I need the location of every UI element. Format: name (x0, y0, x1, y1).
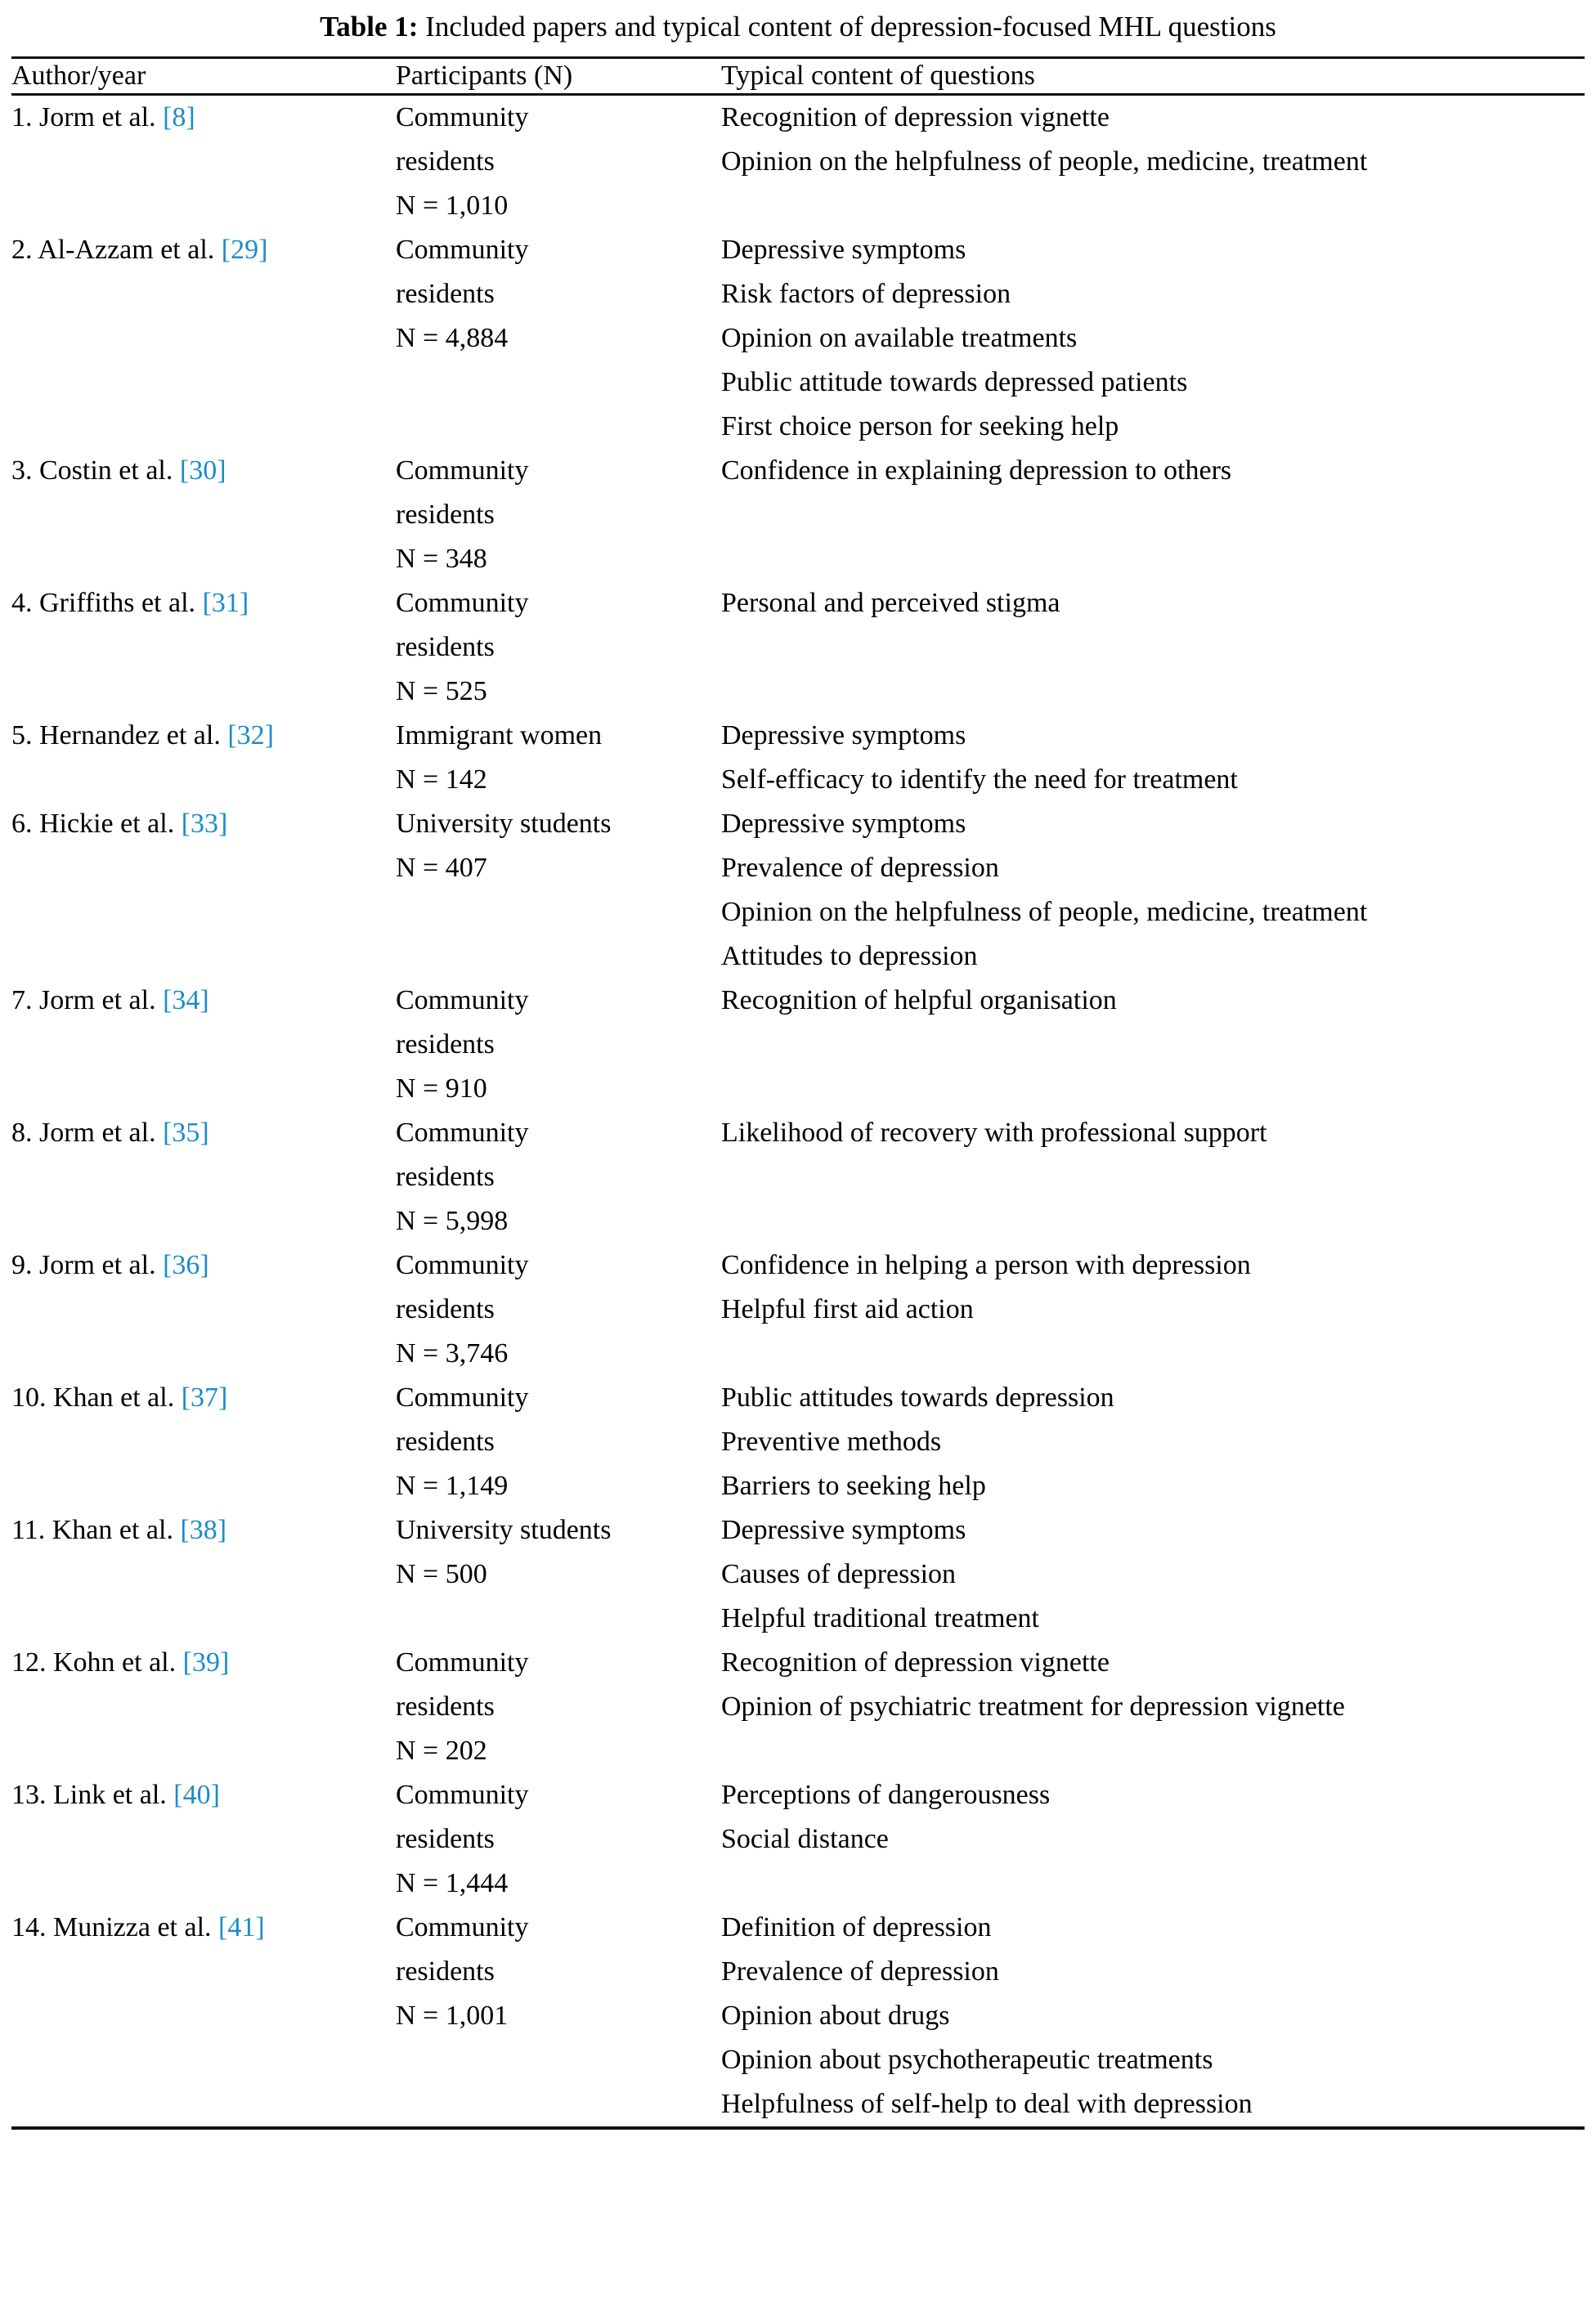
cell-content (721, 228, 1585, 449)
row-index: 12. (11, 1647, 47, 1678)
content-line: Opinion on available treatments (721, 323, 1078, 353)
author-name: Al-Azzam et al. (32, 235, 222, 265)
cell-content (721, 1243, 1585, 1376)
cell-content (721, 1508, 1585, 1641)
content-line: Self-efficacy to identify the need for treatment (721, 764, 1238, 795)
content-line: Helpfulness of self-help to deal with depression (721, 2089, 1253, 2119)
participants-line: residents (396, 1294, 495, 1324)
content-line: Recognition of helpful organisation (721, 985, 1117, 1015)
content-line: Helpful first aid action (721, 1294, 974, 1324)
column-header-participants: Participants (N) (396, 59, 721, 95)
author-name: Khan et al. (45, 1515, 181, 1545)
row-index: 3. (11, 455, 33, 486)
content-line: Helpful traditional treatment (721, 1603, 1039, 1633)
table-caption-text: Included papers and typical content of depression-focused MHL questions (425, 11, 1276, 43)
column-header-author: Author/year (11, 59, 396, 95)
author-name: Jorm et al. (32, 1250, 164, 1280)
content-line: Preventive methods (721, 1427, 942, 1457)
content-line: Prevalence of depression (721, 1956, 999, 1987)
participants-line: Community (396, 1118, 529, 1148)
row-index: 11. (11, 1515, 46, 1545)
included-papers-table (11, 59, 1585, 2126)
reference-link[interactable]: [29] (221, 235, 268, 265)
participants-line: residents (396, 1162, 495, 1192)
content-line: First choice person for seeking help (721, 411, 1119, 441)
cell-author (11, 1243, 396, 1376)
cell-content (721, 802, 1585, 979)
cell-participants (396, 1906, 721, 2126)
content-line: Definition of depression (721, 1912, 992, 1942)
row-index: 2. (11, 235, 33, 265)
cell-author (11, 1376, 396, 1508)
reference-link[interactable]: [39] (182, 1647, 230, 1678)
table-header (11, 59, 1585, 95)
author-name: Munizza et al. (46, 1912, 219, 1942)
column-header-content: Typical content of questions (721, 59, 1585, 95)
participants-line: residents (396, 1427, 495, 1457)
cell-participants (396, 1376, 721, 1508)
cell-content (721, 979, 1585, 1111)
table-row (11, 95, 1585, 229)
reference-link[interactable]: [41] (218, 1912, 265, 1942)
participants-line: N = 1,001 (396, 2001, 509, 2031)
content-line: Barriers to seeking help (721, 1471, 986, 1501)
table-caption (11, 0, 1585, 56)
table-row (11, 228, 1585, 449)
participants-line: Community (396, 1780, 529, 1810)
content-line: Risk factors of depression (721, 279, 1011, 309)
table-caption-label: Table 1: (320, 11, 419, 43)
row-index: 1. (11, 102, 33, 132)
cell-content (721, 449, 1585, 581)
table-row (11, 1773, 1585, 1906)
row-index: 13. (11, 1780, 47, 1810)
cell-participants (396, 714, 721, 802)
content-line: Public attitude towards depressed patients (721, 367, 1188, 397)
participants-line: N = 202 (396, 1736, 487, 1766)
table-row (11, 1111, 1585, 1243)
cell-content (721, 95, 1585, 229)
table-row (11, 714, 1585, 802)
participants-line: residents (396, 279, 495, 309)
participants-line: N = 348 (396, 544, 487, 574)
author-name: Hernandez et al. (32, 720, 228, 750)
reference-link[interactable]: [36] (163, 1250, 209, 1280)
cell-author (11, 979, 396, 1111)
participants-line: N = 1,444 (396, 1868, 509, 1898)
participants-line: residents (396, 1956, 495, 1987)
reference-link[interactable]: [31] (202, 588, 249, 618)
reference-link[interactable]: [32] (227, 720, 274, 750)
participants-line: N = 1,149 (396, 1471, 509, 1501)
cell-content (721, 1906, 1585, 2126)
table-row (11, 1906, 1585, 2126)
participants-line: Community (396, 455, 529, 486)
content-line: Likelihood of recovery with professional support (721, 1118, 1267, 1148)
content-line: Recognition of depression vignette (721, 1647, 1110, 1678)
participants-line: University students (396, 1515, 612, 1545)
table-header-row (11, 59, 1585, 95)
cell-content (721, 1111, 1585, 1243)
author-name: Jorm et al. (32, 1118, 164, 1148)
content-line: Depressive symptoms (721, 235, 966, 265)
table-row (11, 581, 1585, 714)
author-name: Costin et al. (32, 455, 180, 486)
row-index: 4. (11, 588, 33, 618)
cell-participants (396, 1641, 721, 1773)
author-name: Griffiths et al. (32, 588, 203, 618)
row-index: 10. (11, 1382, 47, 1413)
cell-author (11, 802, 396, 979)
participants-line: residents (396, 1824, 495, 1854)
participants-line: Community (396, 1250, 529, 1280)
participants-line: N = 1,010 (396, 190, 509, 221)
table-row (11, 979, 1585, 1111)
author-name: Link et al. (46, 1780, 174, 1810)
participants-line: Community (396, 588, 529, 618)
table-row (11, 1641, 1585, 1773)
cell-author (11, 1906, 396, 2126)
cell-content (721, 581, 1585, 714)
table-bottom-rule (11, 2126, 1585, 2130)
row-index: 5. (11, 720, 33, 750)
participants-line: Community (396, 1647, 529, 1678)
row-index: 7. (11, 985, 33, 1015)
cell-participants (396, 1508, 721, 1641)
content-line: Attitudes to depression (721, 941, 978, 971)
participants-line: Immigrant women (396, 720, 603, 750)
participants-line: Community (396, 985, 529, 1015)
content-line: Opinion about psychotherapeutic treatments (721, 2045, 1213, 2075)
content-line: Opinion of psychiatric treatment for depression vignette (721, 1691, 1345, 1722)
row-index: 9. (11, 1250, 33, 1280)
participants-line: N = 3,746 (396, 1338, 509, 1369)
cell-author (11, 449, 396, 581)
content-line: Prevalence of depression (721, 853, 999, 883)
author-name: Jorm et al. (32, 102, 164, 132)
cell-author (11, 581, 396, 714)
author-name: Kohn et al. (46, 1647, 183, 1678)
participants-line: residents (396, 146, 495, 177)
cell-participants (396, 1111, 721, 1243)
cell-author (11, 1508, 396, 1641)
participants-line: University students (396, 809, 612, 839)
content-line: Social distance (721, 1824, 889, 1854)
participants-line: Community (396, 235, 529, 265)
content-line: Opinion on the helpfulness of people, medicine, treatment (721, 146, 1368, 177)
reference-link[interactable]: [38] (180, 1515, 227, 1545)
participants-line: residents (396, 500, 495, 530)
cell-participants (396, 581, 721, 714)
content-line: Confidence in helping a person with depression (721, 1250, 1251, 1280)
content-line: Opinion about drugs (721, 2001, 950, 2031)
row-index: 8. (11, 1118, 33, 1148)
participants-line: Community (396, 1382, 529, 1413)
participants-line: N = 500 (396, 1559, 487, 1589)
reference-link[interactable]: [40] (173, 1780, 220, 1810)
cell-author (11, 1773, 396, 1906)
cell-participants (396, 979, 721, 1111)
reference-link[interactable]: [8] (163, 102, 195, 132)
content-line: Recognition of depression vignette (721, 102, 1110, 132)
participants-line: Community (396, 102, 529, 132)
cell-participants (396, 228, 721, 449)
content-line: Public attitudes towards depression (721, 1382, 1114, 1413)
cell-author (11, 1111, 396, 1243)
row-index: 14. (11, 1912, 47, 1942)
participants-line: N = 5,998 (396, 1206, 509, 1236)
participants-line: residents (396, 1029, 495, 1060)
reference-link[interactable]: [37] (181, 1382, 228, 1413)
reference-link[interactable]: [35] (163, 1118, 209, 1148)
cell-content (721, 1376, 1585, 1508)
author-name: Jorm et al. (32, 985, 164, 1015)
cell-author (11, 228, 396, 449)
table-row (11, 449, 1585, 581)
participants-line: Community (396, 1912, 529, 1942)
cell-participants (396, 95, 721, 229)
participants-line: residents (396, 632, 495, 662)
content-line: Confidence in explaining depression to others (721, 455, 1232, 486)
content-line: Depressive symptoms (721, 720, 966, 750)
participants-line: N = 4,884 (396, 323, 509, 353)
cell-participants (396, 802, 721, 979)
cell-participants (396, 1773, 721, 1906)
content-line: Personal and perceived stigma (721, 588, 1060, 618)
reference-link[interactable]: [33] (181, 809, 228, 839)
table-row (11, 1508, 1585, 1641)
reference-link[interactable]: [30] (179, 455, 226, 486)
author-name: Hickie et al. (32, 809, 182, 839)
content-line: Depressive symptoms (721, 1515, 966, 1545)
table-body (11, 95, 1585, 2127)
reference-link[interactable]: [34] (163, 985, 209, 1015)
table-row (11, 802, 1585, 979)
participants-line: N = 525 (396, 676, 487, 706)
content-line: Depressive symptoms (721, 809, 966, 839)
cell-participants (396, 1243, 721, 1376)
table-row (11, 1376, 1585, 1508)
cell-content (721, 1641, 1585, 1773)
row-index: 6. (11, 809, 33, 839)
author-name: Khan et al. (46, 1382, 182, 1413)
cell-content (721, 1773, 1585, 1906)
participants-line: N = 142 (396, 764, 487, 795)
content-line: Perceptions of dangerousness (721, 1780, 1051, 1810)
participants-line: N = 407 (396, 853, 487, 883)
table-row (11, 1243, 1585, 1376)
cell-content (721, 714, 1585, 802)
participants-line: N = 910 (396, 1073, 487, 1104)
participants-line: residents (396, 1691, 495, 1722)
cell-participants (396, 449, 721, 581)
content-line: Causes of depression (721, 1559, 957, 1589)
cell-author (11, 714, 396, 802)
content-line: Opinion on the helpfulness of people, medicine, treatment (721, 897, 1368, 927)
cell-author (11, 1641, 396, 1773)
cell-author (11, 95, 396, 229)
